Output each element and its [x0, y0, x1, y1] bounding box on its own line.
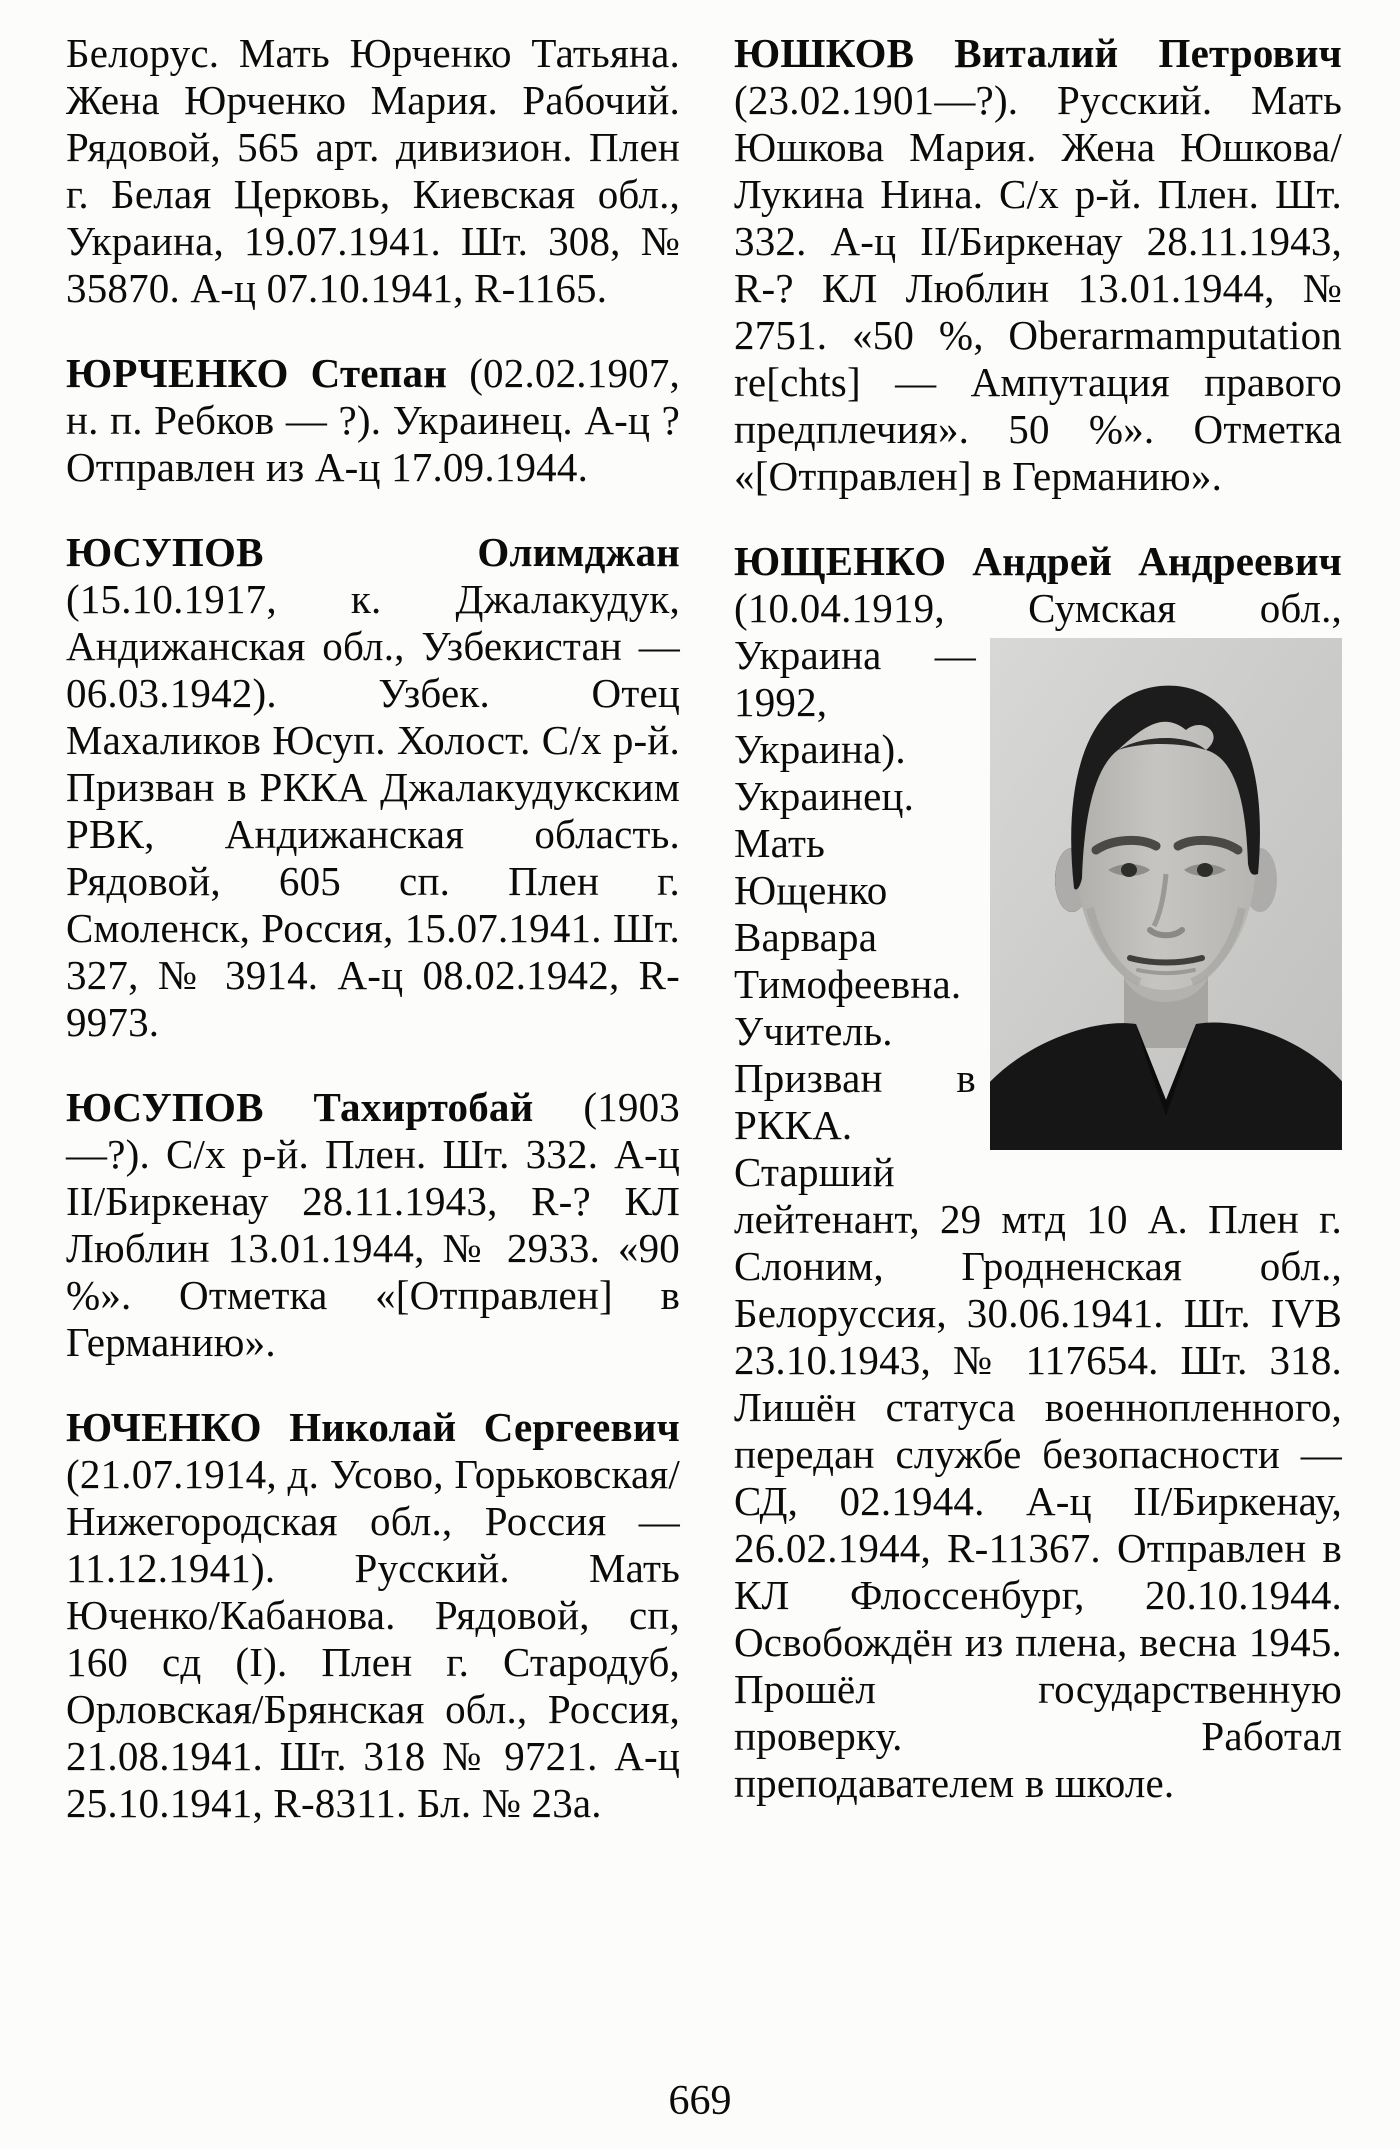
entry-continuation-yurchenko — [66, 30, 680, 312]
entry-headword: ЮШКОВ Виталий Петрович — [734, 30, 1342, 76]
entry-yusupov-olimdzhan — [66, 529, 680, 1046]
left-column — [66, 30, 680, 1827]
entry-text: (21.07.1914, д. Усово, Горьковская/Нижегородская обл., Россия — 11.12.1941). Русский. Мать Юченко/Кабанова. Рядовой, сп, 160 сд (I). Плен г. Стародуб, Орловская/Брянская обл., Россия, 21.08.1941. Шт. 318 № 9721. А-ц 25.10.1941, R-8311. Бл. № 23а. — [66, 1451, 680, 1826]
entry-headword: ЮЩЕНКО Андрей Андреевич — [734, 538, 1342, 584]
entry-headword: ЮСУПОВ Тахиртобай — [66, 1084, 534, 1130]
entry-headword: ЮРЧЕНКО Степан — [66, 350, 448, 396]
portrait-photo-graphic — [990, 638, 1342, 1150]
entry-headword: ЮЧЕНКО Николай Сергеевич — [66, 1404, 680, 1450]
entry-yurchenko-stepan — [66, 350, 680, 491]
right-column — [734, 30, 1342, 1807]
portrait-photo — [990, 638, 1342, 1150]
entry-yusupov-takhirtobay — [66, 1084, 680, 1366]
entry-text: (02.02.1907, н. п. Ребков — ?). Украинец. А-ц ? Отправлен из А-ц 17.09.1944. — [66, 350, 680, 490]
entry-text: (15.10.1917, к. Джалакудук, Андижанская обл., Узбекистан — 06.03.1942). Узбек. Отец Махаликов Юсуп. Холост. С/х р-й. Призван в РККА Джалакудукским РВК, Андижанская область. Рядовой, 605 сп. Плен г. Смоленск, Россия, 15.07.1941. Шт. 327, № 3914. А-ц 08.02.1942, R-9973. — [66, 576, 680, 1045]
entry-yuchenko-nikolay — [66, 1404, 680, 1827]
entry-text: 1992, Украина). Украинец. Мать Ющенко Варвара Тимофеевна. Учитель. Призван в РККА. Старший лейтенант, 29 мтд 10 А. Плен г. Слоним, Гродненская обл., Белоруссия, 30.06.1941. Шт. IVB 23.10.1943, № 117654. Шт. 318. Лишён статуса военнопленного, передан службе безопасности — СД, 02.1944. А-ц II/Биркенау, 26.02.1944, R-11367. Отправлен в КЛ Флоссенбург, 20.10.1944. Освобождён из плена, весна 1945. Прошёл государственную проверку. Работал преподавателем в школе. — [734, 679, 1342, 1806]
entry-text: (23.02.1901—?). Русский. Мать Юшкова Мария. Жена Юшкова/Лукина Нина. С/х р-й. Плен. Шт. 332. А-ц II/Биркенау 28.11.1943, R-? КЛ Люблин 13.01.1944, № 2751. «50 %, Oberarmamputation re[chts] — Ампутация правого предплечия». 50 %». Отметка «[Отправлен] в Германию». — [734, 77, 1342, 499]
page-number: 669 — [668, 2078, 732, 2124]
entry-yushchenko-andrey — [734, 538, 1342, 1807]
entry-text: (10.04.1919, Сумская обл., Украина — — [734, 585, 1342, 678]
entry-text: (1903—?). С/х р-й. Плен. Шт. 332. А-ц II/Биркенау 28.11.1943, R-? КЛ Люблин 13.01.1944, № 2933. «90 %». Отметка «[Отправлен] в Германию». — [66, 1084, 680, 1365]
entry-headword: ЮСУПОВ Олимджан — [66, 529, 680, 575]
entry-text: Белорус. Мать Юрченко Татьяна. Жена Юрченко Мария. Рабочий. Рядовой, 565 арт. дивизион. Плен г. Белая Церковь, Киевская обл., Украина, 19.07.1941. Шт. 308, № 35870. А-ц 07.10.1941, R-1165. — [66, 30, 680, 311]
entry-yushkov-vitaly — [734, 30, 1342, 500]
